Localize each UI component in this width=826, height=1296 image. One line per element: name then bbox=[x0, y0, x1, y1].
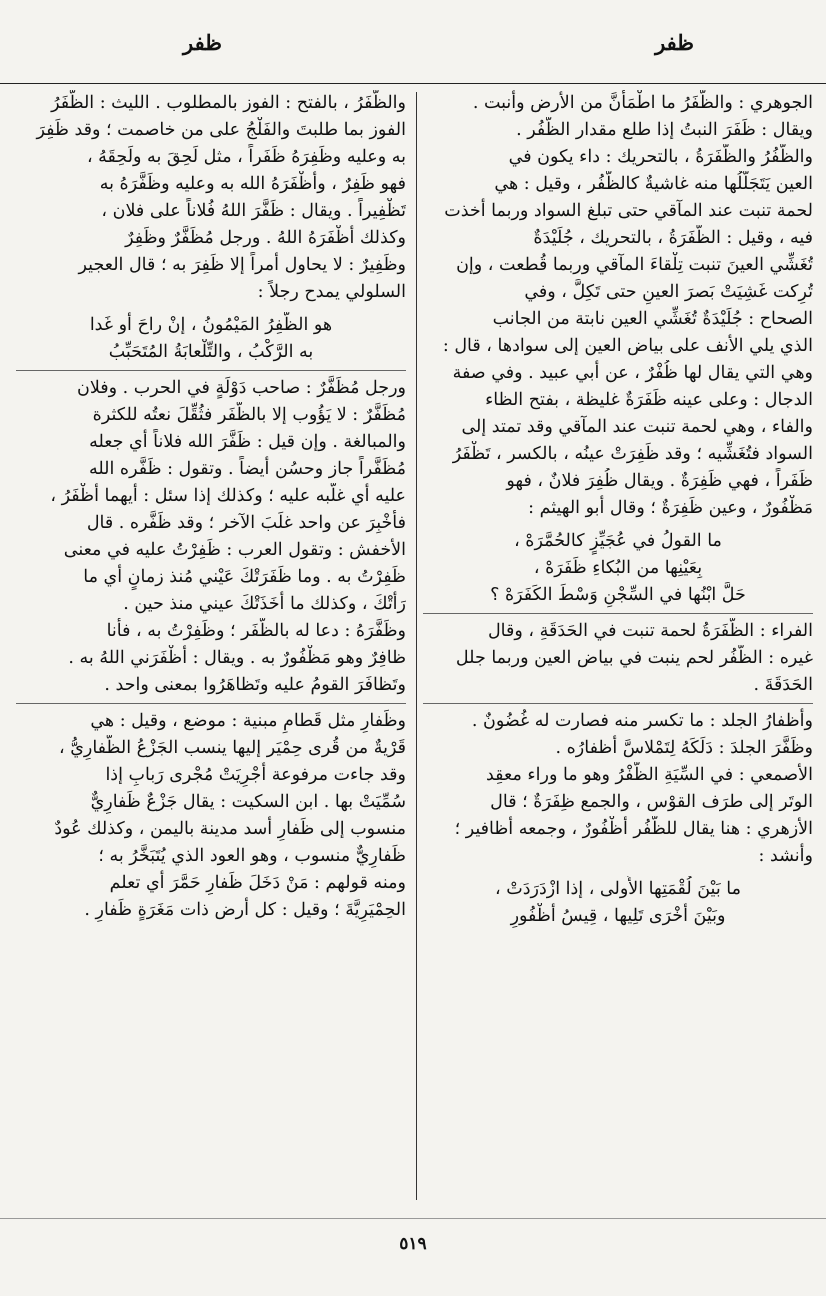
text-line: الفراء : الظَّفَرَةُ لحمة تنبت في الحَدَقَةِ ، وقال bbox=[487, 621, 813, 641]
footer-rule bbox=[0, 1218, 826, 1219]
text-line: والظَّفَرُ ، بالفتح : الفوز بالمطلوب . الليث : الظَّفَرُ bbox=[51, 93, 406, 113]
text-line: ظَفِرْتُ به . وما ظَفَرَتْكَ عَيْني مُنذ زمانٍ أي ما bbox=[83, 567, 406, 587]
text-line: والظُّفُرُ والظَّفَرَةُ ، بالتحريك : داء يكون في bbox=[508, 147, 813, 167]
text-line: الجوهري : والظَّفَرُ ما اطْمَأَنَّ من الأرض وأنبت . bbox=[472, 93, 813, 113]
left-column bbox=[16, 90, 406, 1212]
text-line: الوتَر إلى طرَف القوْس ، والجمع ظِفَرَةٌ ؛ قال bbox=[490, 792, 813, 812]
text-line: والمبالغة . وإن قيل : ظَفَّرَ الله فلاناً أي جعله bbox=[89, 432, 406, 452]
text-line: فيه ، وقيل : الظَّفَرَةُ ، بالتحريك ، جُلَيْدَةٌ bbox=[533, 228, 813, 248]
text-line: ورجل مُظَفَّرٌ : صاحب دَوْلَةٍ في الحرب . وفلان bbox=[76, 378, 406, 398]
text-line: ويقال : ظَفَرَ النبتُ إذا طلع مقدار الظُّفُر . bbox=[516, 120, 813, 140]
text-line: الدجال : وعلى عينه ظَفَرَةٌ غليظة ، بفتح الظاء bbox=[485, 390, 813, 410]
text-line: وكذلك أظْفَرَهُ اللهُ . ورجل مُظَفَّرٌ وظَفِرٌ bbox=[125, 228, 406, 248]
text-line: عليه أي غلَّبه عليه ؛ وكذلك إذا سئل : أيهما أظْفَرُ ، bbox=[50, 486, 406, 506]
text-line: رَأَتْكَ ، وكذلك ما أخَذَتْكَ عيني منذ حين . bbox=[123, 594, 406, 614]
text-line: وهي التي يقال لها ظُفْرٌ ، عن أبي عبيد . وفي صفة bbox=[452, 363, 813, 383]
text-line: ومنه قولهم : مَنْ دَخَلَ ظَفارِ حَمَّرَ أي تعلم bbox=[109, 873, 406, 893]
entry-separator bbox=[423, 703, 813, 704]
entry-separator bbox=[16, 703, 406, 704]
text-line: مُظَفَّراً جاز وحسُن أيضاً . وتقول : ظَفَّره الله bbox=[88, 459, 406, 479]
text-line: الذي يلي الأنف على بياض العين إلى سوادها ، قال : bbox=[442, 336, 813, 356]
text-line: وظَفِيرٌ : لا يحاول أمراً إلا ظَفِرَ به ؛ قال العجير bbox=[78, 255, 406, 275]
column-divider bbox=[416, 92, 417, 1200]
entry-separator bbox=[16, 370, 406, 371]
header-rule bbox=[0, 83, 826, 84]
text-line: وأنشد : bbox=[758, 846, 813, 866]
text-line: ظافِرٌ وهو مَظْفُورٌ به . ويقال : أظْفَرَني اللهُ به . bbox=[68, 648, 406, 668]
text-line: وقد جاءت مرفوعة أُجْرِيَتْ مُجْرى رَبابِ إذا bbox=[105, 765, 406, 785]
running-header-right: ظفر bbox=[655, 30, 694, 55]
running-header-left: ظفر bbox=[183, 30, 222, 55]
verse-line: ما بَيْنَ لُقْمَتِها الأُولى ، إذا ازْدَرَدَتْ ، bbox=[495, 879, 741, 899]
text-line: والفاء ، وهي لحمة تنبت عند المآقي وقد تمتد إلى bbox=[461, 417, 813, 437]
text-line: وأظفارُ الجلد : ما تكسر منه فصارت له غُضُونٌ . bbox=[471, 711, 813, 731]
verse-line: ما القولُ في عُجَيِّزٍ كالحُمَّرَهْ ، bbox=[514, 531, 722, 551]
text-line: فأُخْبِرَ عن واحد غلَبَ الآخر ؛ وقد ظَفَّره . قال bbox=[86, 513, 406, 533]
text-line: الحِمْيَرِيَّةَ ؛ وقيل : كل أرض ذات مَغَرَةٍ ظَفارِ . bbox=[84, 900, 406, 920]
text-line: الصحاح : جُلَيْدَةٌ تُغَشِّي العين نابتة من الجانب bbox=[492, 309, 813, 329]
verse-line: هو الظَّفِرُ المَيْمُونُ ، إنْ راحَ أو غَدا bbox=[89, 315, 333, 335]
text-line: وظَفارِ مثل قَطامِ مبنية : موضع ، وقيل : هي bbox=[90, 711, 406, 731]
text-line: الحَدَقَةَ . bbox=[753, 675, 813, 695]
text-line: السواد فتُغَشِّيه ؛ وقد ظَفِرَتْ عينُه ، بالكسر ، تَظْفَرُ bbox=[452, 444, 813, 464]
text-line: سُمِّيَتْ بها . ابن السكيت : يقال جَزْعٌ ظَفارِيٌّ bbox=[90, 792, 406, 812]
text-line: لحمة تنبت عند المآقي حتى تبلغ السواد وربما أخذت bbox=[444, 201, 813, 221]
text-line: وظَفَّرَ الجلدَ : دَلَكَهُ لِتَمْلاسَّ أظفارُه . bbox=[555, 738, 813, 758]
text-line: غيره : الظُّفُر لحم ينبت في بياض العين وربما جلل bbox=[455, 648, 813, 668]
text-line: مَظْفُورٌ ، وعين ظَفِرَةٌ ؛ وقال أبو الهيثم : bbox=[528, 498, 813, 518]
text-line: فهو ظَفِرٌ ، وأظْفَرَهُ الله به وعليه وظَفَّرَهُ به bbox=[99, 174, 406, 194]
text-line: تُرِكت غَشِيَتْ بَصرَ العينِ حتى تَكِلَّ ، وفي bbox=[524, 282, 813, 302]
text-line: الأصمعي : في السِّيَةِ الظُّفْرُ وهو ما وراء معقِد bbox=[486, 765, 813, 785]
text-line: ظَفارِيٌّ منسوب ، وهو العود الذي يُتَبَخَّرُ به ؛ bbox=[98, 846, 406, 866]
verse-line: بِعَيْنِها من البُكاءِ ظَفَرَهْ ، bbox=[533, 558, 703, 578]
text-line: قَرْيةٌ من قُرى حِمْيَر إليها ينسب الجَزْعُ الظَّفارِيُّ ، bbox=[58, 738, 406, 758]
text-line: العين يَتَجَلَّلُها منه غاشيةٌ كالظُّفُر ، وقيل : هي bbox=[494, 174, 813, 194]
text-line: الأخفش : وتقول العرب : ظَفِرْتُ عليه في معنى bbox=[63, 540, 406, 560]
text-line: وتَظافَرَ القومُ عليه وتَظاهَرُوا بمعنى واحد . bbox=[104, 675, 406, 695]
text-line: تُغَشِّي العينَ تنبت تِلْقاءَ المآقي وربما قُطعت ، وإن bbox=[456, 255, 813, 275]
text-line: منسوب إلى ظَفارِ أسد مدينة باليمن ، وكذلك عُودٌ bbox=[54, 819, 406, 839]
text-line: الأزهري : هنا يقال للظُّفُر أُظْفُورٌ ، وجمعه أظافير ؛ bbox=[454, 819, 813, 839]
text-line: وظَفَّرَهُ : دعا له بالظَّفَر ؛ وظَفِرْتُ به ، فأنا bbox=[106, 621, 406, 641]
text-line: الفوز بما طلبتَ والفَلْجُ على من خاصمت ؛ وقد ظَفِرَ bbox=[36, 120, 406, 140]
entry-separator bbox=[423, 613, 813, 614]
text-line: به وعليه وظَفِرَهُ ظَفَراً ، مثل لَحِقَ به ولَحِقَهُ ، bbox=[86, 147, 406, 167]
text-line: مُظَفَّرٌ : لا يَؤُوب إلا بالظَّفَر فثُقِّلَ نعتُه للكثرة bbox=[92, 405, 406, 425]
verse-line: حَلَّ ابْنُها في السِّجْنِ وَسْطَ الكَفَرَهْ ؟ bbox=[490, 585, 746, 605]
text-line: تَظْفِيراً . ويقال : ظَفَّرَ اللهُ فُلاناً على فلان ، bbox=[101, 201, 406, 221]
verse-line: وبَيْنَ أُخْرَى تَلِيها ، قِيسُ أُظْفُورِ bbox=[510, 906, 726, 926]
right-column bbox=[423, 90, 813, 1212]
verse-line: به الرَّكْبُ ، والتِّلْعابَةُ المُتَحَبِّبُ bbox=[108, 342, 314, 362]
text-line: السلولي يمدح رجلاً : bbox=[257, 282, 406, 302]
text-line: ظَفَراً ، فهي ظَفِرَةٌ . ويقال ظُفِرَ فلانٌ ، فهو bbox=[506, 471, 813, 491]
page-number: ٥١٩ bbox=[399, 1234, 427, 1254]
